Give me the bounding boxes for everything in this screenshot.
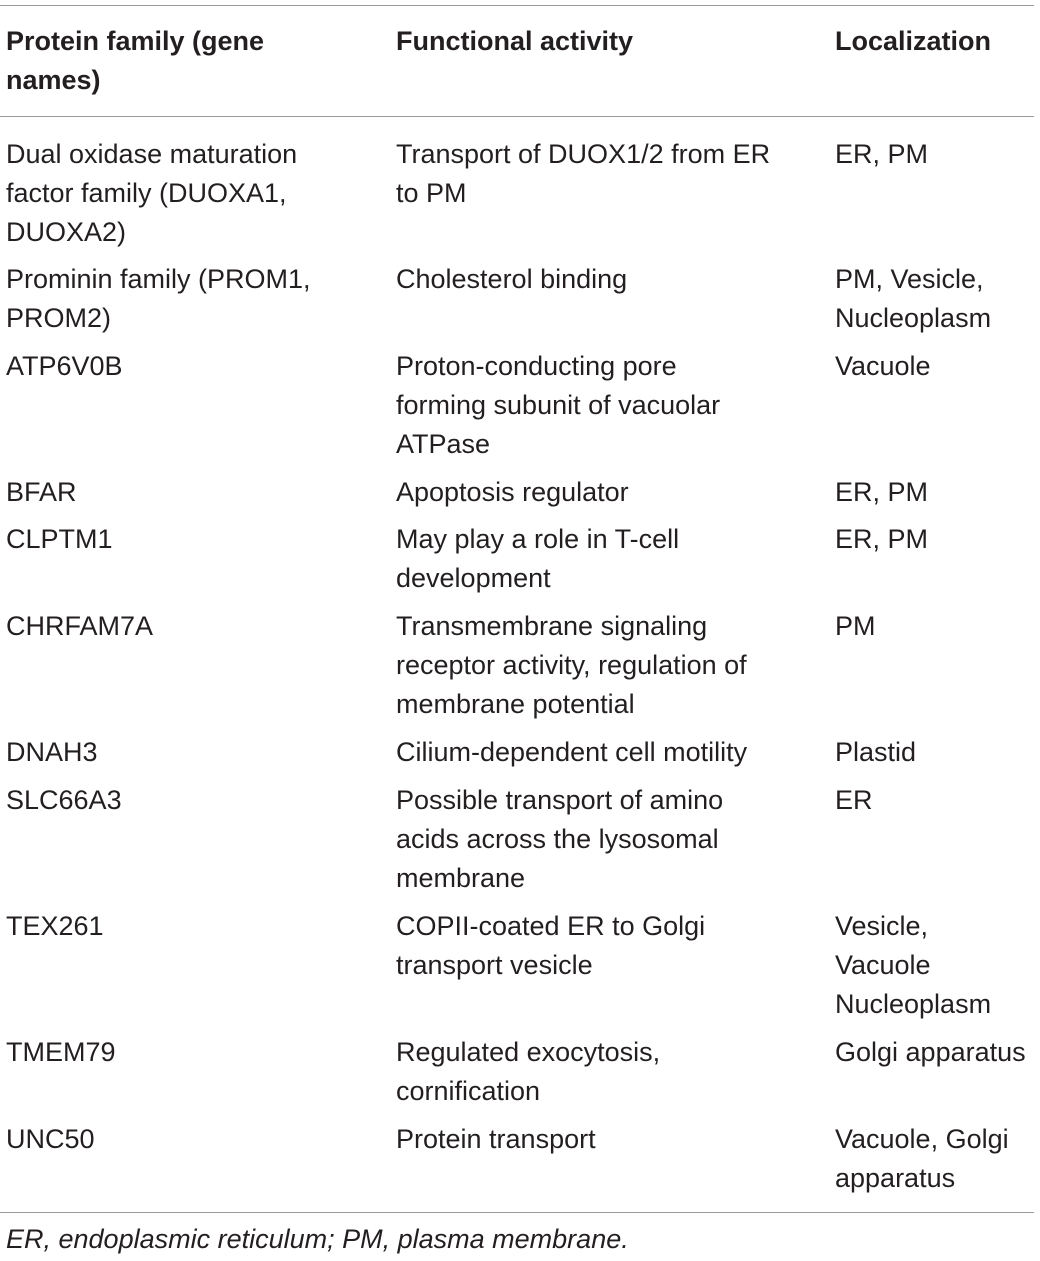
cell-activity: May play a role in T-cell development: [396, 524, 680, 593]
cell-family: UNC50: [6, 1124, 95, 1154]
cell-family: TMEM79: [6, 1037, 116, 1067]
header-protein-family: Protein family (gene names): [6, 26, 265, 95]
cell-family: SLC66A3: [6, 785, 122, 815]
cell-activity: Transmembrane signaling receptor activity, regulation of membrane potential: [396, 611, 747, 719]
cell-localization: ER, PM: [835, 477, 929, 507]
cell-activity: Proton-conducting pore forming subunit of vacuolar ATPase: [396, 351, 721, 459]
cell-localization: Vacuole: [835, 351, 931, 381]
cell-activity: Cilium-dependent cell motility: [396, 737, 748, 767]
cell-family: BFAR: [6, 477, 77, 507]
table-footnote: ER, endoplasmic reticulum; PM, plasma membrane.: [6, 1224, 629, 1254]
table-bottom-rule: [0, 1212, 1034, 1213]
cell-localization: ER, PM: [835, 139, 929, 169]
cell-localization: Plastid: [835, 737, 917, 767]
cell-activity: COPII-coated ER to Golgi transport vesicle: [396, 911, 706, 980]
header-rule: [0, 116, 1034, 117]
cell-localization: PM, Vesicle, Nucleoplasm: [835, 264, 992, 333]
cell-activity: Transport of DUOX1/2 from ER to PM: [396, 139, 771, 208]
cell-family: TEX261: [6, 911, 104, 941]
cell-family: DNAH3: [6, 737, 98, 767]
cell-activity: Apoptosis regulator: [396, 477, 629, 507]
cell-activity: Cholesterol binding: [396, 264, 628, 294]
table-top-rule: [0, 5, 1034, 6]
cell-family: Dual oxidase maturation factor family (DUOXA1, DUOXA2): [6, 139, 298, 247]
cell-activity: Protein transport: [396, 1124, 596, 1154]
cell-localization: Vacuole, Golgi apparatus: [835, 1124, 1009, 1193]
table-header-row: [0, 22, 1034, 102]
cell-localization: PM: [835, 611, 876, 641]
cell-family: ATP6V0B: [6, 351, 123, 381]
cell-family: CHRFAM7A: [6, 611, 154, 641]
cell-localization: ER: [835, 785, 873, 815]
cell-localization: Golgi apparatus: [835, 1037, 1026, 1067]
cell-localization: ER, PM: [835, 524, 929, 554]
header-localization: Localization: [835, 26, 992, 56]
header-functional-activity: Functional activity: [396, 26, 634, 56]
cell-activity: Regulated exocytosis, cornification: [396, 1037, 661, 1106]
cell-activity: Possible transport of amino acids across the lysosomal membrane: [396, 785, 724, 893]
cell-localization: Vesicle, Vacuole Nucleoplasm: [835, 911, 992, 1019]
cell-family: CLPTM1: [6, 524, 113, 554]
cell-family: Prominin family (PROM1, PROM2): [6, 264, 311, 333]
